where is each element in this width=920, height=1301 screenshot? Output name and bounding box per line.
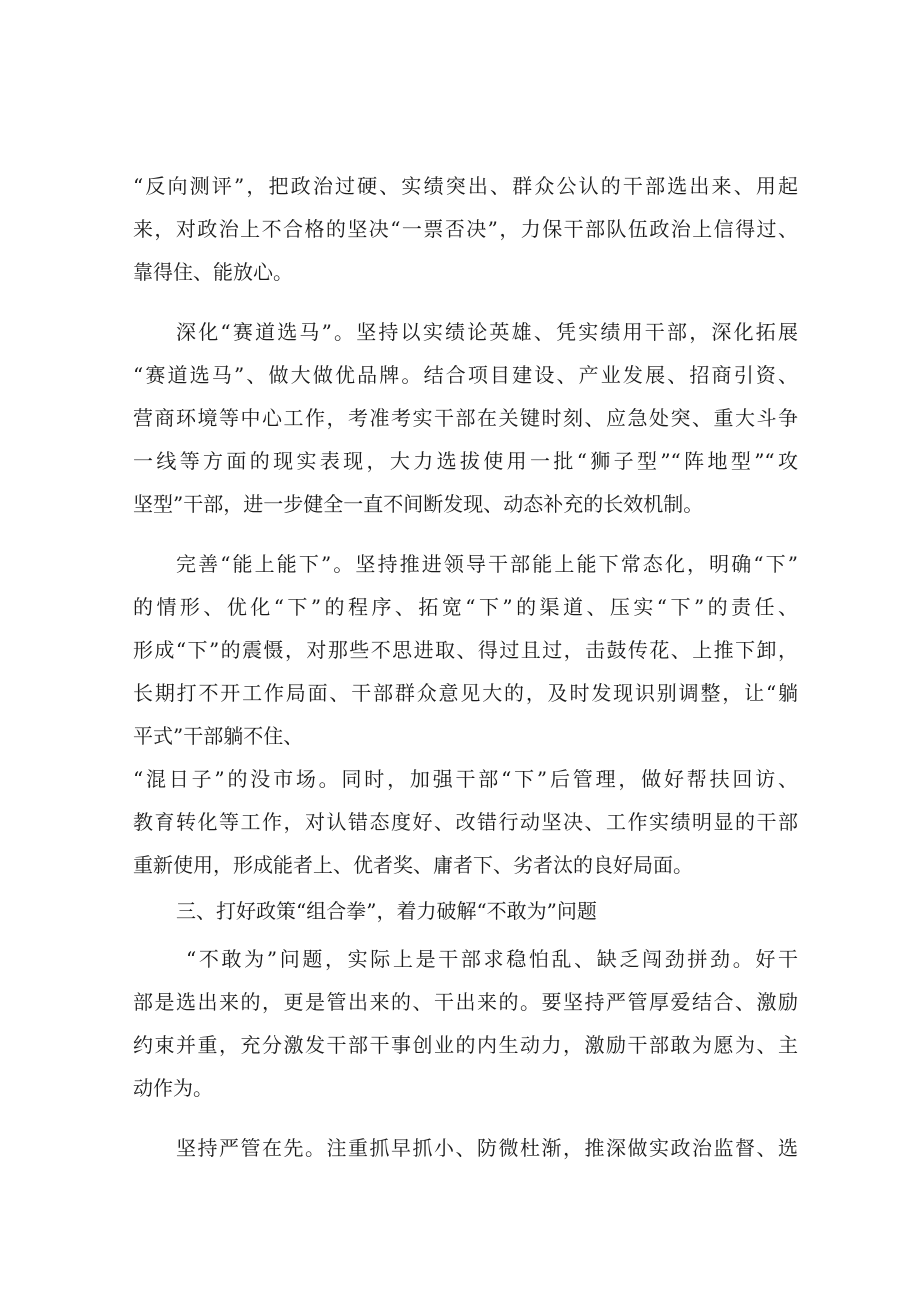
text-line: 重新使用，形成能者上、优者奖、庸者下、劣者汰的良好局面。 <box>133 853 693 877</box>
text-line: “赛道选马”、做大做优品牌。结合项目建设、产业发展、招商引资、 <box>133 363 798 387</box>
text-line: “混日子”的没市场。同时，加强干部“下”后管理，做好帮扶回访、 <box>133 767 798 791</box>
text-line: 靠得住、能放心。 <box>133 260 293 284</box>
text-line: 平式”干部躺不住、 <box>133 724 304 748</box>
text-line: 坚型”干部，进一步健全一直不间断发现、动态补充的长效机制。 <box>133 492 704 516</box>
text-line: “反向测评”，把政治过硬、实绩突出、群众公认的干部选出来、用起 <box>133 174 798 198</box>
text-line: 部是选出来的，更是管出来的、干出来的。要坚持严管厚爱结合、激励 <box>133 990 798 1014</box>
text-line: 动作为。 <box>133 1076 213 1100</box>
text-line: 约束并重，充分激发干部干事创业的内生动力，激励干部敢为愿为、主 <box>133 1033 798 1057</box>
text-line: “不敢为”问题，实际上是干部求稳怕乱、缺乏闯劲拼劲。好干 <box>186 947 798 971</box>
text-line: 教育转化等工作，对认错态度好、改错行动坚决、工作实绩明显的干部 <box>133 810 798 834</box>
paragraph-heading-line: 坚持严管在先。注重抓早抓小、防微杜渐，推深做实政治监督、选 <box>176 1136 798 1160</box>
text-line: 的情形、优化“下”的程序、拓宽“下”的渠道、压实“下”的责任、 <box>133 595 798 619</box>
section-heading: 三、打好政策“组合拳”，着力破解“不敢为”问题 <box>176 899 597 923</box>
text-line: 营商环境等中心工作，考准考实干部在关键时刻、应急处突、重大斗争 <box>133 406 798 430</box>
paragraph-heading-line: 深化“赛道选马”。坚持以实绩论英雄、凭实绩用干部，深化拓展 <box>176 320 798 344</box>
text-line: 来，对政治上不合格的坚决“一票否决”，力保干部队伍政治上信得过、 <box>133 217 798 241</box>
paragraph-heading-line: 完善“能上能下”。坚持推进领导干部能上能下常态化，明确“下” <box>176 552 798 576</box>
text-line: 长期打不开工作局面、干部群众意见大的，及时发现识别调整，让“躺 <box>133 681 798 705</box>
text-line: 一线等方面的现实表现，大力选拔使用一批“狮子型”“阵地型”“攻 <box>133 449 798 473</box>
text-line: 形成“下”的震慑，对那些不思进取、得过且过，击鼓传花、上推下卸， <box>133 638 798 662</box>
